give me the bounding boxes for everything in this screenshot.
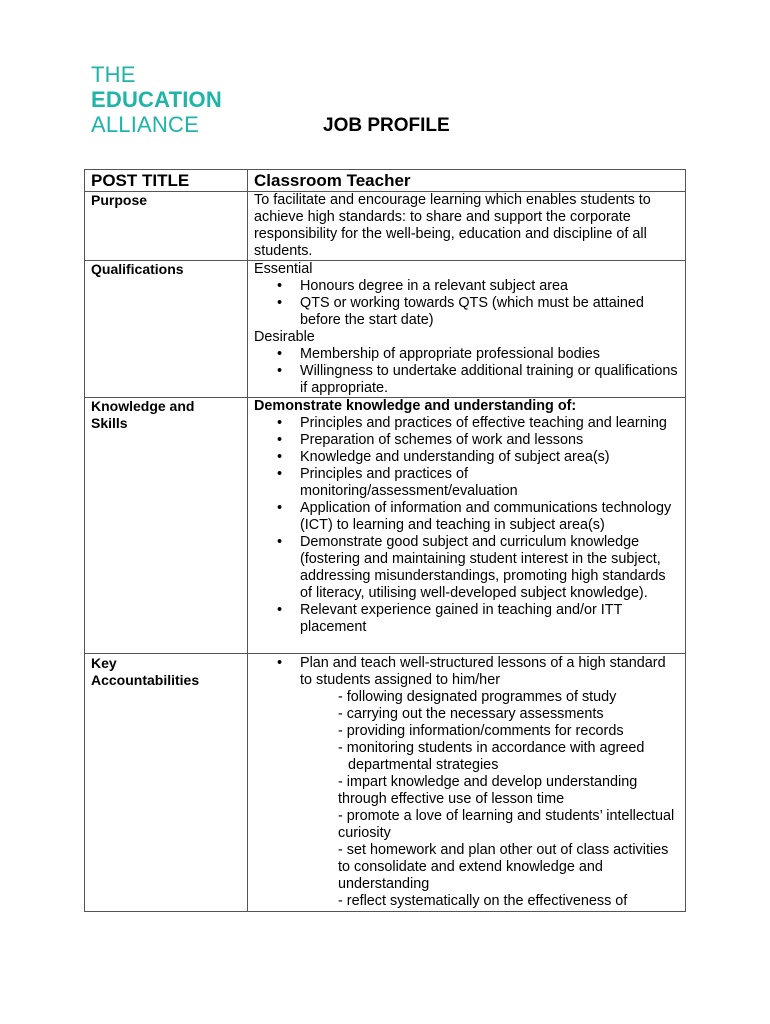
- accountabilities-list: [254, 655, 679, 689]
- education-alliance-logo: [91, 62, 222, 137]
- list-item: • Relevant experience gained in teaching and/or ITT placement: [300, 602, 679, 636]
- knowledge-heading: Demonstrate knowledge and understanding of:: [254, 398, 577, 414]
- list-item: • Principles and practices of effective teaching and learning: [300, 415, 679, 432]
- list-item: • Knowledge and understanding of subject area(s): [300, 449, 679, 466]
- essential-heading: Essential: [254, 261, 313, 277]
- list-item: • Plan and teach well-structured lessons of a high standard to students assigned to him/her: [300, 655, 679, 689]
- qualifications-content: [248, 261, 686, 398]
- desirable-list: [254, 346, 679, 397]
- accountabilities-label-line1: Key: [91, 655, 117, 671]
- logo-line-alliance: ALLIANCE: [91, 112, 199, 137]
- table-row: [85, 398, 686, 654]
- sub-item: - reflect systematically on the effectiveness of: [338, 893, 628, 909]
- document-title: JOB PROFILE: [323, 115, 450, 136]
- knowledge-label-line1: Knowledge and: [91, 398, 195, 414]
- list-item: • Application of information and communications technology (ICT) to learning and teaching in subject area(s): [300, 500, 679, 534]
- table-row: [85, 170, 686, 192]
- sub-item: - monitoring students in accordance with agreed: [338, 740, 645, 756]
- purpose-text: To facilitate and encourage learning which enables students to achieve high standards: to share and support the corporate responsibility for the well-being, education and discipline of all students.: [248, 192, 686, 261]
- qualifications-label: Qualifications: [85, 261, 248, 398]
- accountabilities-sub-list: [254, 689, 679, 910]
- key-accountabilities-label: [85, 654, 248, 912]
- sub-item: - carrying out the necessary assessments: [338, 706, 604, 722]
- table-row: [85, 654, 686, 912]
- sub-item: departmental strategies: [348, 757, 499, 773]
- desirable-heading: Desirable: [254, 329, 315, 345]
- list-item: • Willingness to undertake additional training or qualifications if appropriate.: [300, 363, 679, 397]
- list-item: • Principles and practices of monitoring/assessment/evaluation: [300, 466, 679, 500]
- post-title-label: POST TITLE: [85, 170, 248, 192]
- accountabilities-label-line2: Accountabilities: [91, 672, 200, 688]
- knowledge-label-line2: Skills: [91, 415, 128, 431]
- list-item: • Demonstrate good subject and curriculum knowledge (fostering and maintaining student interest in the subject, addressing misunderstandings, promoting high standards of literacy, utilising well-developed subject knowledge).: [300, 534, 679, 602]
- logo-line-education: EDUCATION: [91, 87, 222, 112]
- post-title-value: Classroom Teacher: [248, 170, 686, 192]
- sub-item: - following designated programmes of study: [338, 689, 617, 705]
- accountabilities-content: [248, 654, 686, 912]
- essential-list: [254, 278, 679, 329]
- job-profile-table: [84, 169, 686, 912]
- sub-item: - impart knowledge and develop understanding through effective use of lesson time: [338, 774, 638, 807]
- list-item: • Preparation of schemes of work and lessons: [300, 432, 679, 449]
- knowledge-content: [248, 398, 686, 654]
- table-row: [85, 261, 686, 398]
- sub-item: - promote a love of learning and students’ intellectual curiosity: [338, 808, 675, 841]
- knowledge-list: [254, 415, 679, 636]
- list-item: • Honours degree in a relevant subject area: [300, 278, 679, 295]
- table-row: [85, 192, 686, 261]
- list-item: • QTS or working towards QTS (which must be attained before the start date): [300, 295, 679, 329]
- knowledge-skills-label: [85, 398, 248, 654]
- sub-item: - providing information/comments for records: [338, 723, 624, 739]
- logo-line-the: THE: [91, 62, 136, 87]
- sub-item: - set homework and plan other out of class activities to consolidate and extend knowledge and understanding: [338, 842, 669, 892]
- list-item: • Membership of appropriate professional bodies: [300, 346, 679, 363]
- purpose-label: Purpose: [85, 192, 248, 261]
